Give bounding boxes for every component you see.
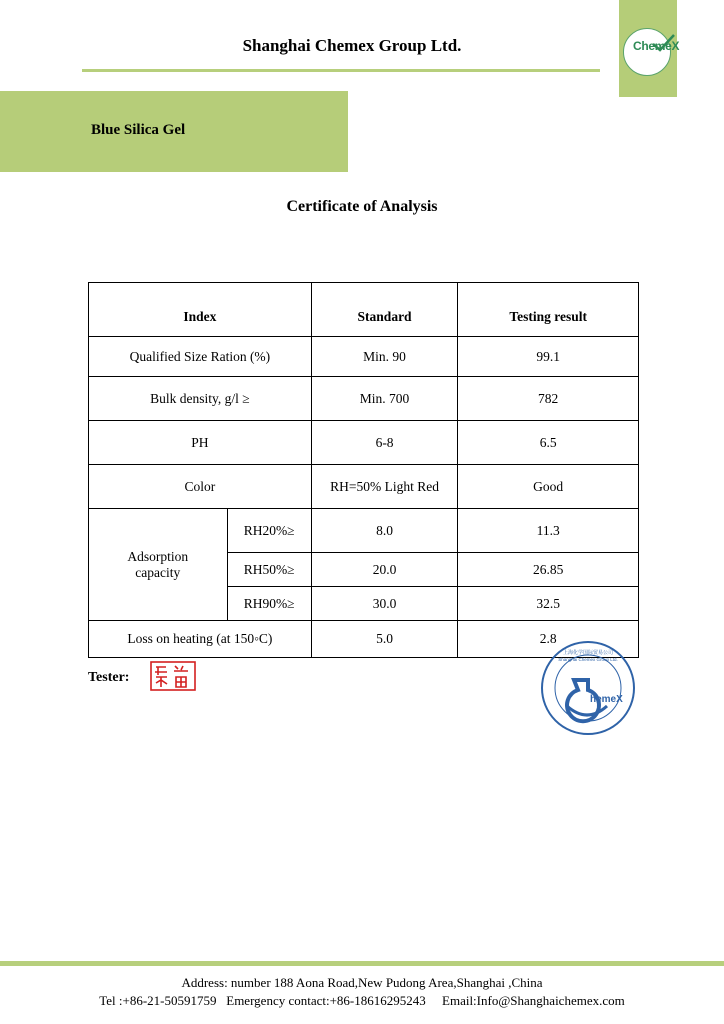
footer-address: Address: number 188 Aona Road,New Pudong Area,Shanghai ,China	[181, 975, 543, 990]
header-result: Testing result	[458, 283, 639, 337]
row-index: PH	[89, 421, 312, 465]
row-result: 6.5	[458, 421, 639, 465]
logo-text: ChemeX	[633, 39, 680, 53]
company-stamp-icon	[540, 640, 636, 736]
row-result: 99.1	[458, 337, 639, 377]
adsorption-label: Adsorption capacity	[89, 509, 228, 621]
row-result: 2.8	[458, 621, 639, 658]
footer-contacts: Tel :+86-21-50591759 Emergency contact:+86-18616295243 Email:Info@Shanghaichemex.com	[99, 993, 625, 1008]
tester-seal-icon	[150, 661, 196, 691]
row-result: 26.85	[458, 553, 639, 587]
row-result: 11.3	[458, 509, 639, 553]
adsorption-condition: RH20%≥	[227, 509, 311, 553]
document-title: Certificate of Analysis	[286, 198, 438, 215]
row-index: Color	[89, 465, 312, 509]
row-standard: Min. 700	[311, 377, 458, 421]
row-result: Good	[458, 465, 639, 509]
row-standard: 30.0	[311, 587, 458, 621]
row-index: Bulk density, g/l ≥	[89, 377, 312, 421]
table-row	[89, 337, 639, 377]
table-header-row	[89, 283, 639, 337]
row-index: Loss on heating (at 150◦C)	[89, 621, 312, 658]
table-row	[89, 465, 639, 509]
row-index: Qualified Size Ration (%)	[89, 337, 312, 377]
header-index: Index	[89, 283, 312, 337]
row-standard: 20.0	[311, 553, 458, 587]
header-standard: Standard	[311, 283, 458, 337]
header-divider	[82, 69, 600, 72]
row-result: 782	[458, 377, 639, 421]
svg-text:hemeX: hemeX	[590, 694, 623, 705]
svg-text:Shanghai Chemex Group Ltd.: Shanghai Chemex Group Ltd.	[558, 657, 618, 662]
adsorption-condition: RH90%≥	[227, 587, 311, 621]
row-result: 32.5	[458, 587, 639, 621]
adsorption-condition: RH50%≥	[227, 553, 311, 587]
row-standard: 6-8	[311, 421, 458, 465]
row-standard: Min. 90	[311, 337, 458, 377]
row-standard: 5.0	[311, 621, 458, 658]
table-row	[89, 509, 639, 553]
tester-label: Tester:	[88, 670, 130, 685]
analysis-table	[88, 282, 639, 658]
footer-divider	[0, 961, 724, 966]
svg-text:上海化学国际贸易公司: 上海化学国际贸易公司	[562, 650, 614, 656]
row-standard: 8.0	[311, 509, 458, 553]
product-name: Blue Silica Gel	[91, 122, 186, 138]
table-row	[89, 421, 639, 465]
company-name: Shanghai Chemex Group Ltd.	[242, 36, 462, 55]
row-standard: RH=50% Light Red	[311, 465, 458, 509]
table-row	[89, 377, 639, 421]
